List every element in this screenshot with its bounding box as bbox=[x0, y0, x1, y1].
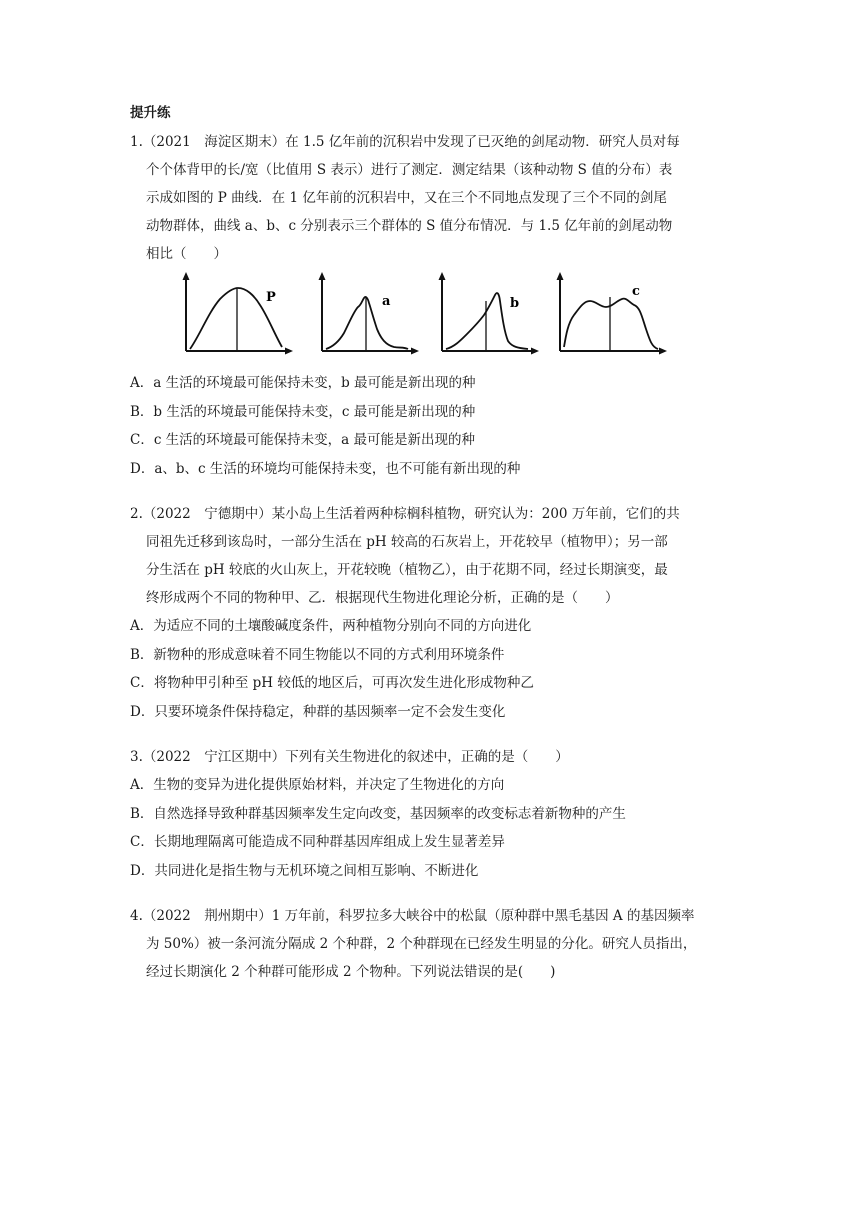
question-2-option-d: D．只要环境条件保持稳定，种群的基因频率一定不会发生变化 bbox=[130, 703, 506, 720]
figure-b bbox=[436, 271, 540, 367]
figure-label-c: c bbox=[632, 284, 640, 299]
question-3-option-a: A．生物的变异为进化提供原始材料，并决定了生物进化的方向 bbox=[130, 777, 505, 793]
figure-p bbox=[178, 271, 294, 367]
figure-c bbox=[554, 271, 668, 367]
section-title: 提升练 bbox=[130, 105, 171, 121]
question-3 bbox=[130, 743, 730, 885]
question-2-stem-line: 2.（2022 宁德期中）某小岛上生活着两种棕榈科植物，研究认为：200 万年前，它们的共 bbox=[130, 506, 680, 522]
question-3-option-b: B．自然选择导致种群基因频率发生定向改变，基因频率的改变标志着新物种的产生 bbox=[130, 805, 626, 822]
question-4-stem-line: 4.（2022 荆州期中）1 万年前，科罗拉多大峡谷中的松鼠（原种群中黑毛基因 A 的基因频率 bbox=[130, 908, 695, 924]
question-4-stem-line: 经过长期演化 2 个种群可能形成 2 个物种。下列说法错误的是( ) bbox=[146, 964, 556, 980]
question-1-stem-line: 相比（ ） bbox=[146, 246, 227, 262]
question-1-option-a: A．a 生活的环境最可能保持未变，b 最可能是新出现的种 bbox=[130, 375, 476, 391]
distribution-figures bbox=[130, 271, 730, 367]
question-2-option-b: B．新物种的形成意味着不同生物能以不同的方式利用环境条件 bbox=[130, 646, 505, 663]
worksheet-page bbox=[130, 104, 730, 986]
question-1-option-d: D．a、b、c 生活的环境均可能保持未变，也不可能有新出现的种 bbox=[130, 460, 521, 477]
question-2 bbox=[130, 500, 730, 726]
figure-a bbox=[316, 271, 420, 367]
question-2-stem-line: 终形成两个不同的物种甲、乙．根据现代生物进化理论分析，正确的是（ ） bbox=[146, 590, 619, 606]
question-1-stem-line: 1.（2021 海淀区期末）在 1.5 亿年前的沉积岩中发现了已灭绝的剑尾动物．研究人员对每 bbox=[130, 134, 680, 150]
question-2-option-a: A．为适应不同的土壤酸碱度条件，两种植物分别向不同的方向进化 bbox=[130, 618, 532, 634]
question-1-option-c: C．c 生活的环境最可能保持未变，a 最可能是新出现的种 bbox=[130, 432, 476, 448]
question-1-stem-line: 个个体背甲的长/宽（比值用 S 表示）进行了测定．测定结果（该种动物 S 值的分布）表 bbox=[146, 162, 673, 178]
question-3-option-c: C．长期地理隔离可能造成不同种群基因库组成上发生显著差异 bbox=[130, 834, 505, 850]
question-3-stem-line: 3.（2022 宁江区期中）下列有关生物进化的叙述中，正确的是（ ） bbox=[130, 749, 569, 765]
question-1-stem-line: 动物群体，曲线 a、b、c 分别表示三个群体的 S 值分布情况．与 1.5 亿年前的剑尾动物 bbox=[146, 218, 673, 234]
question-3-option-d: D．共同进化是指生物与无机环境之间相互影响、不断进化 bbox=[130, 862, 479, 879]
figure-label-a: a bbox=[382, 294, 391, 309]
question-1 bbox=[130, 128, 730, 483]
question-4-stem-line: 为 50%）被一条河流分隔成 2 个种群，2 个种群现在已经发生明显的分化。研究人员指出， bbox=[146, 936, 697, 952]
question-1-stem-line: 示成如图的 P 曲线．在 1 亿年前的沉积岩中，又在三个不同地点发现了三个不同的剑尾 bbox=[146, 190, 667, 206]
question-2-stem-line: 分生活在 pH 较底的火山灰上，开花较晚（植物乙），由于花期不同，经过长期演变，最 bbox=[146, 562, 668, 578]
figure-label-p: P bbox=[266, 290, 276, 305]
question-2-option-c: C．将物种甲引种至 pH 较低的地区后，可再次发生进化形成物种乙 bbox=[130, 675, 534, 691]
question-4 bbox=[130, 902, 730, 986]
question-1-option-b: B．b 生活的环境最可能保持未变，c 最可能是新出现的种 bbox=[130, 403, 476, 420]
question-2-stem-line: 同祖先迁移到该岛时，一部分生活在 pH 较高的石灰岩上，开花较早（植物甲）；另一部 bbox=[146, 534, 668, 550]
figure-label-b: b bbox=[510, 296, 520, 311]
